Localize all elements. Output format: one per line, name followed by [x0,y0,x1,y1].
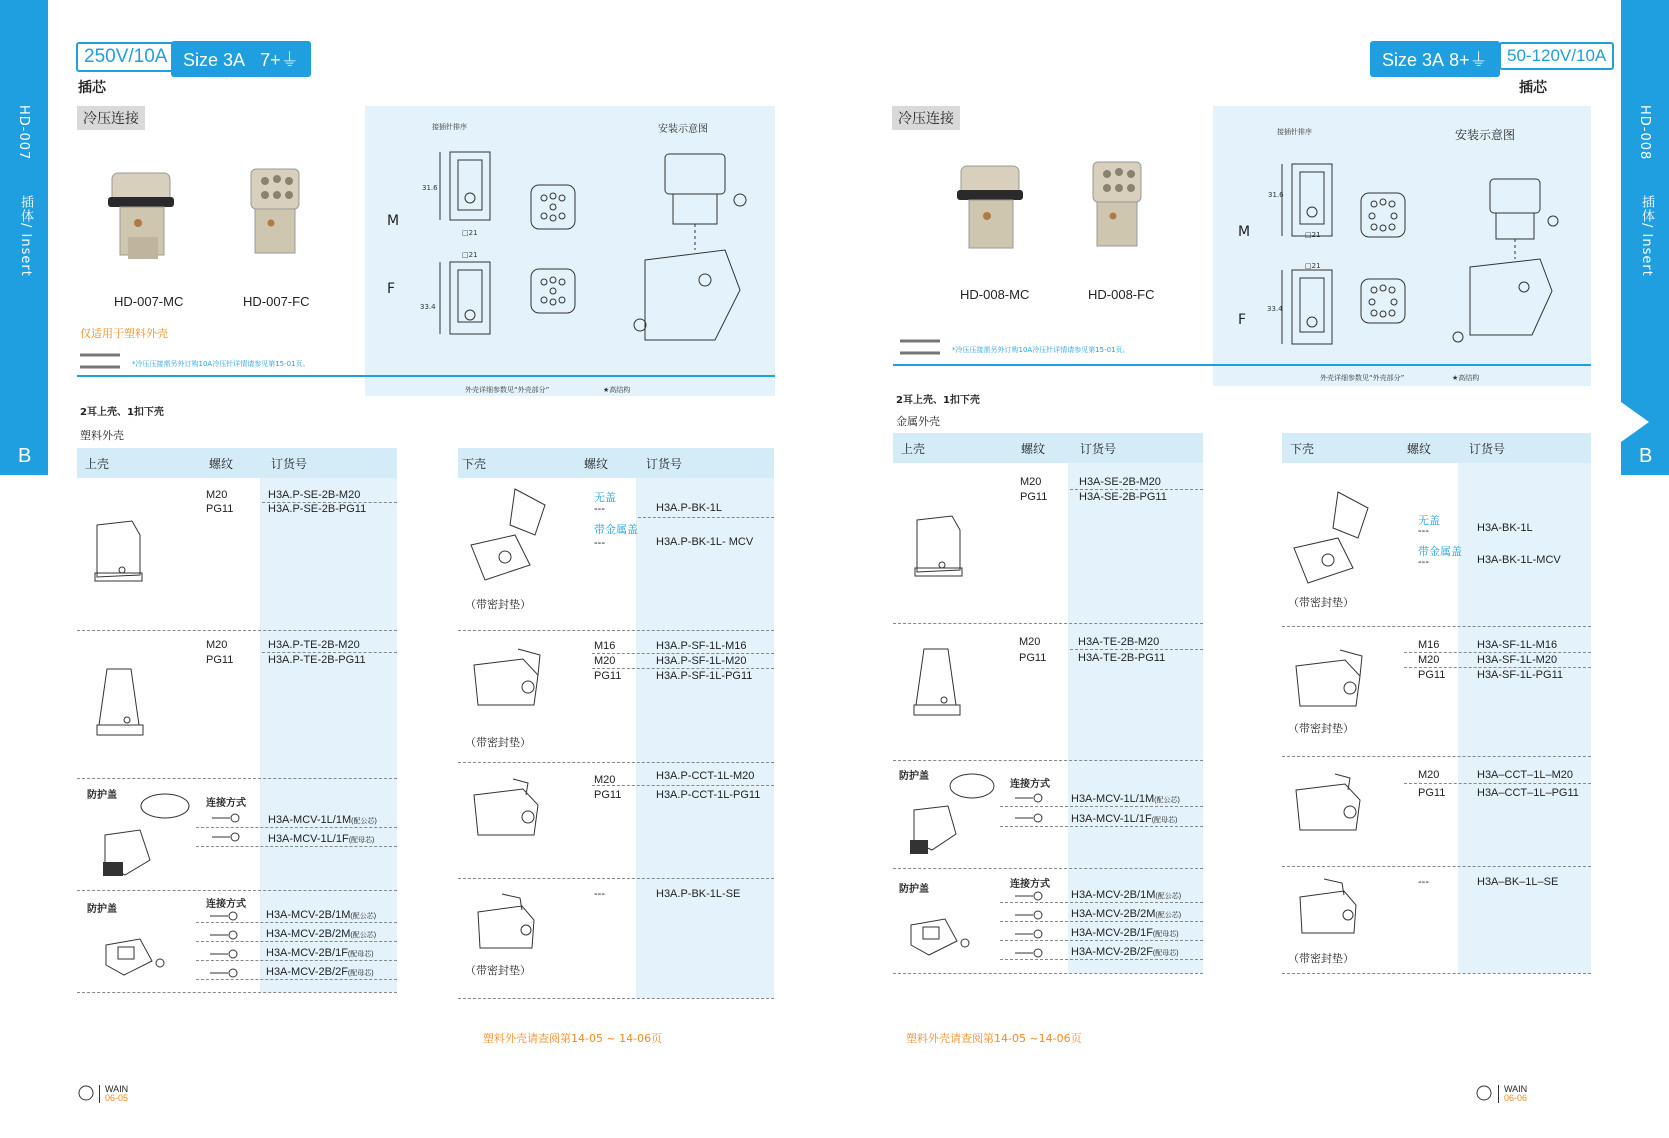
right-upper-2-order-2: H3A-TE-2B-PG11 [1078,652,1166,664]
right-upper-2-thread-2: PG11 [1019,652,1047,664]
left-cover1-code-1: H3A-MCV-1L/1M [268,814,352,826]
right-upper-row-sep-3 [893,868,1203,869]
left-lower-row-sep-2 [458,762,774,763]
right-side-letter: B [1639,445,1653,467]
right-cover1-order-2 [1071,813,1177,825]
right-lower-2-thread-1: M16 [1418,639,1440,651]
left-pin-layout-m-icon [530,184,576,230]
left-cover1-tag-1: (配公芯) [351,818,377,825]
right-cover2-code-4: H3A-MCV-2B/2F [1071,946,1153,958]
left-cover2-order-3 [266,947,374,959]
right-f-label: F [1238,312,1247,328]
right-lower-row-sep-3 [1282,866,1591,867]
right-lower-order-column [1458,463,1591,973]
left-lower-1-order-2: H3A.P-BK-1L- MCV [656,536,754,548]
right-pin-layout-m-icon [1360,192,1406,238]
left-lower-bk-housing-icon [465,485,565,590]
left-dim-m: 31.6 [422,184,438,192]
left-cover2-order-4 [266,966,374,978]
left-housing-note: 外壳详细参数见“外壳部分” [465,386,550,394]
right-m-label: M [1238,224,1251,240]
right-brand-name: WAIN [1504,1084,1528,1094]
left-cover2-order-2 [266,928,376,940]
left-dim-w-m: □21 [462,229,478,237]
left-upper-1-thread-2: PG11 [206,503,234,515]
left-cover2-dash-1 [196,922,397,923]
left-lower-2-order-3: H3A.P-SF-1L-PG11 [656,670,753,682]
left-lower-1-dash [638,517,774,518]
left-lower-2-order-1: H3A.P-SF-1L-M16 [656,640,747,652]
left-lower-header [458,448,774,478]
left-upper-row-sep-2 [77,778,397,779]
left-lower-4-thread-1: --- [594,888,605,900]
right-cover2-tag-3: (配母芯) [1152,931,1179,938]
left-brand-name: WAIN [105,1084,129,1094]
left-cover2-code-3: H3A-MCV-2B/1F [266,947,348,959]
left-cover2-code-2: H3A-MCV-2B/2M [266,928,351,940]
left-cover2-dash-2 [196,941,397,942]
left-upper-bottom [77,992,397,993]
left-cover1-dash-1 [196,827,397,828]
left-section-title: 2耳上壳、1扣下壳 [80,407,164,418]
right-lower-2-thread-3: PG11 [1418,669,1446,681]
right-lower-4-order-1: H3A–BK–1L–SE [1477,876,1559,888]
right-dim-m: 31.6 [1268,191,1284,199]
right-lower-col-order: 订货号 [1469,442,1506,456]
left-cover2-icon [100,925,170,980]
right-cover1-tag-2: (配母芯) [1151,817,1178,824]
left-rating-box: 250V/10A [76,42,175,72]
right-cover2-code-2: H3A-MCV-2B/2M [1071,908,1156,920]
left-lower-3-order-2: H3A.P-CCT-1L-PG11 [656,789,761,801]
right-insert-label: 插芯 [1519,80,1547,96]
right-lower-1-dash-b: --- [1418,556,1429,568]
left-side-letter: B [18,445,32,467]
left-cover1-icon [95,790,195,885]
left-upper-col-order: 订货号 [271,457,308,471]
right-cover1-order-1 [1071,793,1180,805]
right-contacts: 8+⏚ [1449,50,1488,70]
right-brand-logo [1498,1085,1527,1103]
right-upper-col-order: 订货号 [1080,442,1117,456]
right-upper-row-sep-2 [893,760,1203,761]
left-lower-2-seal: （带密封垫） [465,736,531,749]
right-crimp-pin-icon [900,337,945,359]
right-female-insert-icon [1085,158,1155,263]
left-lower-2-order-2: H3A.P-SF-1L-M20 [656,655,747,667]
right-size-box [1370,41,1500,77]
right-lower-3-order-1: H3A–CCT–1L–M20 [1477,769,1573,781]
left-upper-se-housing-icon [92,515,147,590]
right-dim-w-m: □21 [1305,231,1321,239]
right-upper-te-housing-icon [912,645,962,725]
left-pin-order-label: 接插针排序 [432,123,467,131]
left-lower-order-column [636,478,774,998]
right-cover2-dash-1 [1000,902,1203,903]
right-cover1-code-1: H3A-MCV-1L/1M [1071,793,1155,805]
left-side-label: 插体/ Insert [18,195,33,277]
left-lower-4-order-1: H3A.P-BK-1L-SE [656,888,741,900]
left-page-circle-icon [78,1085,94,1101]
right-star-note: ★高结构 [1452,374,1480,382]
left-lower-2-thread-3: PG11 [594,670,622,682]
left-cover1-conn-2-icon [212,831,242,843]
right-lower-header [1282,433,1591,463]
left-footer-note: 塑料外壳请查阅第14-05 ~ 14-06页 [483,1032,663,1045]
left-dim-w-f: □21 [462,251,478,259]
right-footer-note: 塑料外壳请查阅第14-05 ~14-06页 [906,1032,1082,1045]
left-cover2-tag-4: (配母芯) [347,970,374,977]
left-contacts: 7+⏚ [260,50,299,70]
left-dim-f: 33.4 [420,303,436,311]
right-cover1-dash-1 [1000,806,1203,807]
right-upper-se-housing-icon [912,510,967,585]
left-cover2-code-1: H3A-MCV-2B/1M [266,909,351,921]
left-page-number: 06-05 [105,1093,129,1103]
left-upper-1-dash [262,502,397,503]
left-upper-2-dash [262,652,397,653]
left-upper-col-thread: 螺纹 [209,457,234,471]
left-lower-1-seal: （带密封垫） [465,598,531,611]
right-rating-box: 50-120V/10A [1499,42,1614,70]
right-dimension-drawing [1272,162,1352,352]
left-lower-3-thread-1: M20 [594,774,616,786]
left-upper-row-sep-1 [77,630,397,631]
right-lower-1-order-1: H3A-BK-1L [1477,522,1533,534]
left-cover1-order-1 [268,814,377,826]
left-crimp-label: 冷压连接 [77,106,145,130]
right-lower-1-no-cover: 无盖 [1418,514,1440,527]
right-lower-row-sep-2 [1282,756,1591,757]
left-cover2-label: 防护盖 [87,904,117,915]
right-lower-sf-housing-icon [1290,646,1375,716]
right-lower-col-thread: 螺纹 [1407,442,1432,456]
right-upper-bottom [893,973,1203,974]
left-cover2-dash-3 [196,960,397,961]
left-size-box [171,41,311,77]
right-male-insert-icon [955,158,1035,263]
left-lower-2-dash-1 [592,653,774,654]
left-cover1-tag-2: (配母芯) [348,837,375,844]
right-cover2-order-4 [1071,946,1179,958]
right-upper-1-order-2: H3A-SE-2B-PG11 [1079,491,1167,503]
left-cover2-tag-3: (配母芯) [347,951,374,958]
right-size-label: Size 3A [1382,50,1445,70]
right-lower-1-metal-cover: 带金属盖 [1418,545,1462,558]
right-cover2-code-1: H3A-MCV-2B/1M [1071,889,1156,901]
right-section-title: 2耳上壳、1扣下壳 [896,395,980,406]
right-page-circle-icon [1476,1085,1492,1101]
left-lower-1-no-cover: 无盖 [594,491,616,504]
left-part-fc: HD-007-FC [243,294,310,309]
left-upper-1-order-1: H3A.P-SE-2B-M20 [268,489,361,501]
right-cover2-dash-4 [1000,959,1203,960]
right-housing-type: 金属外壳 [896,415,940,428]
right-cover1-label: 防护盖 [899,771,929,782]
left-lower-1-dash-a: --- [594,503,605,515]
right-lower-2-thread-2: M20 [1418,654,1440,666]
right-lower-2-dash-1 [1404,652,1591,653]
left-upper-2-order-2: H3A.P-TE-2B-PG11 [268,654,366,666]
left-upper-2-order-1: H3A.P-TE-2B-M20 [268,639,360,651]
right-upper-2-thread-1: M20 [1019,636,1041,648]
right-cover2-tag-2: (配公芯) [1155,912,1182,919]
right-cover1-dash-2 [1000,826,1203,827]
left-housing-type: 塑料外壳 [80,429,124,442]
left-upper-1-order-2: H3A.P-SE-2B-PG11 [268,503,367,515]
right-side-label: 插体/ Insert [1639,195,1654,277]
left-upper-row-sep-3 [77,890,397,891]
left-lower-se-housing-icon [472,890,552,955]
right-cover2-tag-4: (配母芯) [1152,950,1179,957]
right-lower-4-seal: （带密封垫） [1288,952,1354,965]
left-cover2-dash-4 [196,979,397,980]
right-cover1-tag-1: (配公芯) [1154,797,1180,804]
left-cover1-connection: 连接方式 [206,798,246,809]
left-cover1-order-2 [268,833,374,845]
right-cover1-code-2: H3A-MCV-1L/1F [1071,813,1152,825]
left-crimp-note: *冷压压接需另外订购10A冷压针详情请参见第15-01页。 [132,360,310,368]
left-upper-header [77,448,397,478]
left-lower-4-seal: （带密封垫） [465,964,531,977]
right-upper-1-thread-2: PG11 [1020,491,1048,503]
left-dimension-drawing [430,150,510,350]
right-lower-3-thread-1: M20 [1418,769,1440,781]
right-upper-2-dash [1070,649,1203,650]
right-cover2-order-2 [1071,908,1181,920]
left-lower-col-order: 订货号 [646,457,683,471]
right-lower-3-thread-2: PG11 [1418,787,1446,799]
right-upper-1-thread-1: M20 [1020,476,1042,488]
right-housing-note: 外壳详细参数见“外壳部分” [1320,374,1405,382]
left-cover1-conn-1-icon [212,812,242,824]
right-cover1-icon [900,770,1000,865]
right-lower-2-order-1: H3A-SF-1L-M16 [1477,639,1558,651]
left-lower-row-sep-1 [458,630,774,631]
left-cover2-connection: 连接方式 [206,899,246,910]
left-lower-1-order-1: H3A.P-BK-1L [656,502,723,514]
right-lower-1-dash-a: --- [1418,525,1429,537]
left-lower-3-order-1: H3A.P-CCT-1L-M20 [656,770,755,782]
right-dim-w-f: □21 [1305,262,1321,270]
right-lower-1-seal: （带密封垫） [1288,596,1354,609]
right-lower-2-seal: （带密封垫） [1288,722,1354,735]
right-cover2-dash-2 [1000,921,1203,922]
left-lower-1-metal-cover: 带金属盖 [594,523,638,536]
left-cover1-code-2: H3A-MCV-1L/1F [268,833,349,845]
left-upper-2-thread-2: PG11 [206,654,234,666]
left-plastic-only-note: 仅适用于塑料外壳 [80,327,168,340]
left-lower-bottom [458,998,774,999]
right-lower-4-thread-1: --- [1418,876,1429,888]
left-cover1-label: 防护盖 [87,790,117,801]
right-lower-row-sep-1 [1282,626,1591,627]
right-cover1-connection: 连接方式 [1010,779,1050,790]
right-blue-divider [893,364,1591,366]
right-lower-2-order-2: H3A-SF-1L-M20 [1477,654,1558,666]
left-star-note: ★高结构 [603,386,631,394]
left-cover2-tag-2: (配公芯) [350,932,377,939]
left-upper-col-upper: 上壳 [85,457,110,471]
right-lower-3-dash [1404,783,1591,784]
right-crimp-label: 冷压连接 [892,106,960,130]
right-page-number: 06-06 [1504,1093,1528,1103]
right-cover1-conn-icons [1015,792,1049,826]
left-insert-label: 插芯 [78,80,106,96]
right-dim-f: 33.4 [1267,305,1283,313]
right-side-arrow-icon [1621,402,1649,442]
left-brand-logo [99,1085,128,1103]
left-lower-col-lower: 下壳 [462,457,487,471]
left-lower-col-thread: 螺纹 [584,457,609,471]
right-part-mc: HD-008-MC [960,287,1030,302]
left-lower-2-thread-2: M20 [594,655,616,667]
right-upper-col-thread: 螺纹 [1021,442,1046,456]
right-pin-layout-f-icon [1360,278,1406,324]
right-lower-2-dash-2 [1404,667,1591,668]
left-cover2-code-4: H3A-MCV-2B/2F [266,966,348,978]
left-lower-sf-housing-icon [468,645,553,715]
right-upper-header [893,433,1203,463]
right-upper-1-dash [1070,489,1203,490]
left-lower-2-thread-1: M16 [594,640,616,652]
right-upper-2-order-1: H3A-TE-2B-M20 [1078,636,1160,648]
left-cover2-order-1 [266,909,376,921]
left-size-label: Size 3A [183,50,246,70]
left-m-label: M [387,213,400,229]
right-upper-col-upper: 上壳 [901,442,926,456]
right-cover2-order-1 [1071,889,1181,901]
right-install-diagram [1440,175,1570,345]
left-lower-cct-housing-icon [468,775,553,845]
left-upper-te-housing-icon [95,665,145,745]
right-pin-order-label: 接插针排序 [1277,128,1312,136]
left-install-diagram [615,150,765,350]
left-lower-2-dash-2 [592,668,774,669]
left-part-mc: HD-007-MC [114,294,184,309]
right-lower-1-order-2: H3A-BK-1L-MCV [1477,554,1561,566]
left-lower-row-sep-3 [458,878,774,879]
left-side-code: HD-007 [16,105,31,161]
left-cover2-tag-1: (配公芯) [350,913,377,920]
left-lower-3-dash [592,785,774,786]
right-upper-1-order-1: H3A-SE-2B-M20 [1079,476,1161,488]
left-lower-1-dash-b: --- [594,537,605,549]
left-upper-1-thread-1: M20 [206,489,228,501]
right-lower-bk-housing-icon [1288,488,1388,593]
right-lower-col-lower: 下壳 [1290,442,1315,456]
right-cover2-tag-1: (配公芯) [1155,893,1182,900]
right-lower-3-order-2: H3A–CCT–1L–PG11 [1477,787,1579,799]
right-cover2-label: 防护盖 [899,884,929,895]
left-crimp-pin-icon [80,351,125,373]
right-side-code: HD-008 [1637,105,1652,161]
right-cover2-icon [905,905,975,960]
right-lower-2-order-3: H3A-SF-1L-PG11 [1477,669,1563,681]
left-install-label: 安装示意图 [658,124,708,135]
right-install-label: 安装示意图 [1455,128,1516,142]
left-f-label: F [387,281,396,297]
right-lower-bottom [1282,973,1591,974]
left-lower-3-thread-2: PG11 [594,789,622,801]
right-cover2-dash-3 [1000,940,1203,941]
left-blue-divider [77,375,775,377]
right-cover2-connection: 连接方式 [1010,879,1050,890]
left-female-insert-icon [243,165,313,270]
left-male-insert-icon [106,165,186,270]
right-crimp-note: *冷压压接需另外订购10A冷压针详情请参见第15-01页。 [952,346,1130,354]
right-cover2-code-3: H3A-MCV-2B/1F [1071,927,1153,939]
left-upper-2-thread-1: M20 [206,639,228,651]
left-cover1-dash-2 [196,846,397,847]
right-cover2-order-3 [1071,927,1179,939]
left-side-arrow-icon [20,402,48,442]
right-part-fc: HD-008-FC [1088,287,1155,302]
right-lower-se-housing-icon [1294,875,1374,940]
right-upper-row-sep-1 [893,623,1203,624]
right-lower-cct-housing-icon [1290,770,1375,840]
left-pin-layout-f-icon [530,268,576,314]
